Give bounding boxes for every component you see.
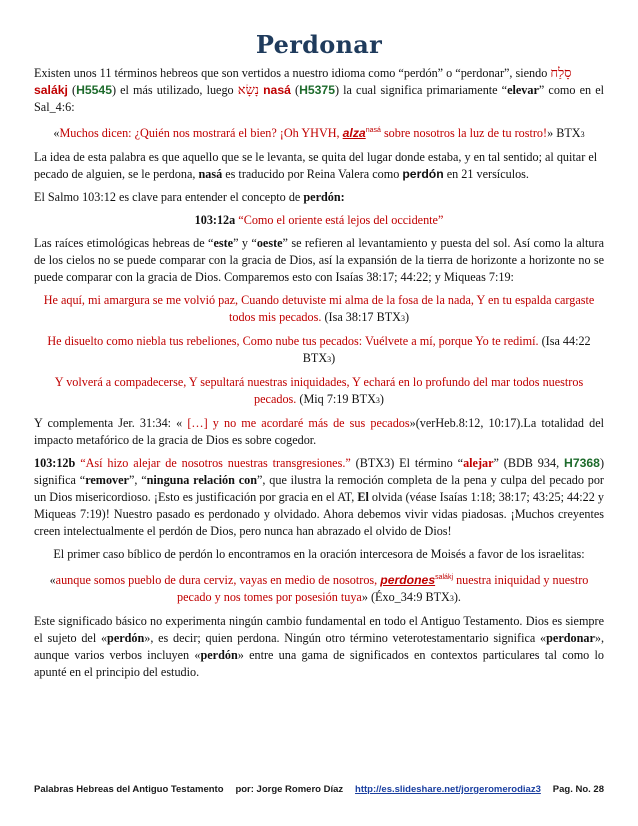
text: ) el más utilizado, luego	[111, 83, 238, 97]
superscript: nasá	[365, 127, 381, 134]
quote-psalm-4-6	[34, 122, 604, 143]
term-alejar: alejar	[463, 456, 494, 471]
text: olvida (véase Isaías 1:18; 38:17; 43:25; 44:22 y Miqueas 7:19)! Nuestro pasado es perdonado y olvidado. Ahora debemos vivir vidas piadosas. ¡Muchos creyentes creen intelectualmente el perdón de Dios, pero nunca han abrazado el olvido de Dios!	[34, 490, 604, 539]
paragraph-raices	[34, 235, 604, 286]
quote-text: […] y no me acordaré más de sus pecados	[187, 416, 410, 431]
text: ).	[453, 590, 461, 605]
term-alza: alza	[342, 126, 366, 141]
strong-number: H5545	[76, 83, 112, 97]
text: (	[290, 83, 300, 97]
footer-url-link[interactable]: http://es.slideshare.net/jorgeromerodiaz3	[355, 784, 541, 795]
text: en 21 versículos.	[443, 167, 529, 182]
text: (BTX3) El término “	[350, 456, 464, 471]
text: », aunque varios verbos incluyen «	[34, 631, 605, 663]
term-perdon: perdón	[402, 167, 444, 182]
reference-number: 3	[449, 594, 454, 604]
text: «	[49, 573, 56, 588]
paragraph-103-12b	[34, 455, 604, 540]
reference-number: 3	[400, 314, 405, 324]
text: ” se refieren al levantamiento y puesta del sol. Así como la altura de los cielos no se puede comparar con la gracia de Dios, así la expansión de la tierra de horizonte a horizonte no se puede comparar con la gracia de Dios. Comparemos esto con Isaías 38:17; 44:22; y Miqueas 7:19:	[34, 236, 604, 285]
page-footer	[34, 784, 604, 795]
footer-book-title: Palabras Hebreas del Antiguo Testamento	[34, 784, 224, 795]
paragraph-jeremias	[34, 415, 604, 449]
term-perdon: perdón	[200, 648, 238, 663]
verse-103-12a	[34, 212, 604, 229]
term-perdon: perdón:	[303, 190, 345, 205]
text: (	[67, 83, 77, 97]
reference-number: 3	[580, 130, 585, 140]
text: Este significado básico no experimenta ningún cambio fundamental en todo el Antiguo Testamento. Dios es siempre el sujeto del «	[34, 614, 604, 646]
term-elevar: elevar	[507, 83, 539, 97]
reference: (Miq 7:19 BTX	[296, 392, 376, 407]
term-ninguna-relacion: ninguna relación con	[146, 473, 257, 488]
term-perdonar: perdonar	[546, 631, 595, 646]
paragraph-moises: El primer caso bíblico de perdón lo encontramos en la oración intercesora de Moisés a favor de los israelitas:	[53, 547, 585, 562]
term-el: El	[357, 490, 369, 505]
quote-text: nuestra iniquidad y nuestro pecado y nos tomes por posesión tuya	[177, 573, 589, 605]
quote-text: aunque somos pueblo de dura cerviz, vayas en medio de nosotros,	[55, 573, 381, 588]
quote-text: Y volverá a compadecerse, Y sepultará nuestras iniquidades, Y echará en lo profundo del mar todos nuestros pecados.	[54, 375, 584, 407]
reference: (Isa 38:17 BTX	[321, 310, 401, 325]
quote-text: Muchos dicen: ¿Quién nos mostrará el bien? ¡Oh YHVH,	[59, 126, 343, 141]
text: )	[379, 392, 384, 407]
quote-text: sobre nosotros la luz de tu rostro!	[380, 126, 548, 141]
text: Y complementa Jer. 31:34: «	[34, 416, 188, 431]
text: », es decir; quien perdona. Ningún otro término veterotestamentario significa «	[144, 631, 547, 646]
quote-text: He disuelto como niebla tus rebeliones, Como nube tus pecados: Vuélvete a mí, porque Yo te redimí.	[47, 334, 539, 349]
footer-author: por: Jorge Romero Díaz	[235, 784, 344, 795]
paragraph-conclusion	[34, 613, 604, 681]
reference: » BTX	[547, 126, 581, 141]
text: Existen unos 11 términos hebreos que son vertidos a nuestro idioma como “perdón” o “perdonar”, siendo	[34, 66, 551, 80]
text: «	[53, 126, 60, 141]
term-perdon: perdón	[107, 631, 145, 646]
text: » entre una gama de significados en contextos particulares tal como lo apunté en el principio del estudio.	[34, 648, 604, 680]
text: es traducido por Reina Valera como	[222, 167, 403, 182]
text: ) significa “	[34, 456, 605, 488]
page-title: Perdonar	[255, 30, 383, 59]
text: El Salmo 103:12 es clave para entender el concepto de	[34, 190, 304, 205]
text: ” y “	[233, 236, 257, 251]
verse-ref: 103:12a	[194, 213, 236, 228]
term-perdones: perdones	[380, 573, 436, 588]
quote-exodo-34-9	[34, 569, 604, 607]
text: )	[331, 351, 336, 366]
verse-ref: 103:12b	[34, 456, 76, 471]
verse-text: “Como el oriente está lejos del occidente”	[235, 213, 444, 228]
intro-paragraph	[34, 65, 604, 116]
quote-isaias-44-22	[34, 333, 604, 368]
term-nasa: nasá	[198, 167, 223, 182]
term-este: este	[213, 236, 234, 251]
strong-number: H7368	[564, 456, 600, 471]
reference: » (Éxo_34:9 BTX	[361, 590, 450, 605]
text: ”, que ilustra la remoción completa de la pena y culpa del pecado por un Dios misericordioso. ¡Esto es justificación por gracia en el AT,	[34, 473, 604, 505]
text: )	[404, 310, 410, 325]
reference-number: 3	[327, 355, 332, 365]
term-remover: remover	[85, 473, 129, 488]
text: ” como en el Sal_4:6:	[34, 83, 605, 114]
quote-text: He aquí, mi amargura se me volvió paz, Cuando detuviste mi alma de la fosa de la nada, Y en tu espalda cargaste todos mis pecados.	[43, 293, 595, 325]
quote-miqueas-7-19	[34, 374, 604, 409]
hebrew-word-nasa: נָשָׂא	[237, 83, 259, 98]
document-page	[34, 30, 604, 687]
quote-isaias-38-17	[34, 292, 604, 327]
text: ) la cual significa primariamente “	[334, 83, 508, 97]
text: ” (BDB 934,	[493, 456, 565, 471]
reference-number: 3	[375, 396, 380, 406]
text: ”, “	[128, 473, 147, 488]
superscript: salákj	[435, 574, 454, 582]
text: La idea de esta palabra es que aquello que se le levanta, se quita del lugar donde estaba, y en tal sentido; al quitar el pecado de alguien, se le perdona,	[34, 150, 598, 182]
term-oeste: oeste	[256, 236, 283, 251]
hebrew-word-salakj: סָלַח	[550, 66, 572, 81]
text: Las raíces etimológicas hebreas de “	[34, 236, 214, 251]
term-salakj: salákj	[34, 83, 68, 97]
paragraph-salmo	[34, 189, 604, 206]
footer-page-number: Pag. No. 28	[552, 784, 604, 795]
term-nasa: nasá	[263, 83, 291, 97]
strong-number: H5375	[299, 83, 335, 97]
quote-text: “Así hizo alejar de nosotros nuestras transgresiones.”	[75, 456, 351, 471]
paragraph-nasa	[34, 149, 604, 183]
text: »(verHeb.8:12, 10:17).La totalidad del impacto metafórico de la gracia de Dios es sobre cogedor.	[34, 416, 604, 448]
reference: (Isa 44:22 BTX	[302, 334, 591, 366]
